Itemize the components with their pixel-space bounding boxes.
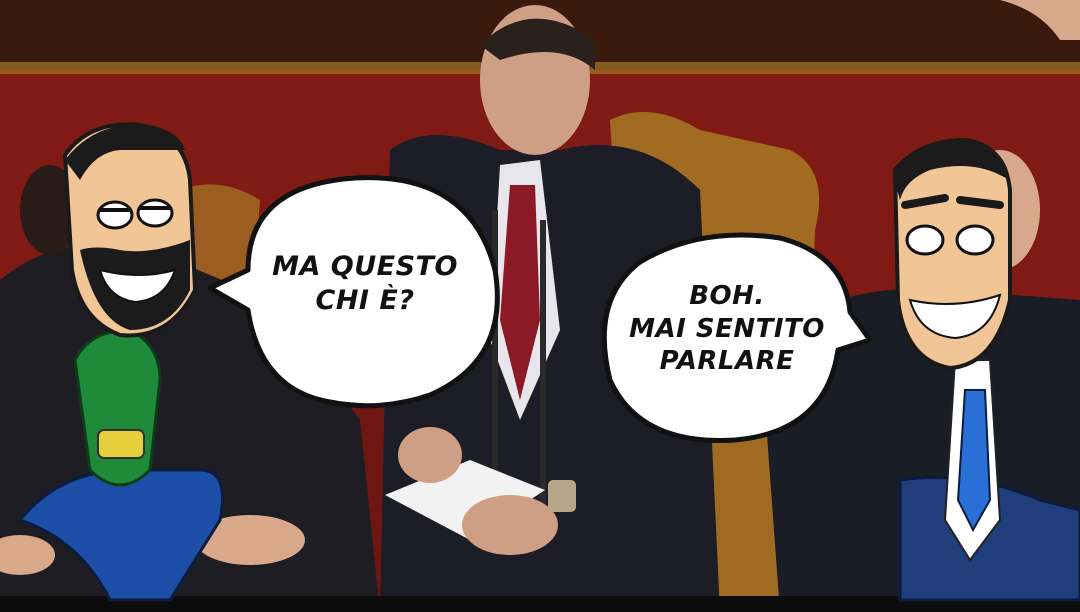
bubble-right-text [612, 280, 842, 378]
cartoon-right-eye-right [957, 226, 993, 254]
bubble-left-line: MA QUESTO [272, 251, 458, 282]
bubble-right-line: PARLARE [659, 346, 795, 376]
cartoon-right-eye-left [907, 226, 943, 254]
wristwatch [548, 480, 576, 512]
bubble-left-text [255, 250, 475, 318]
bubble-left-line: CHI È? [315, 284, 415, 316]
bubble-right-line: MAI SENTITO [629, 313, 825, 344]
cartoon-right-tie [958, 390, 990, 530]
cartoon-left-eye-right [138, 200, 172, 226]
speaker-hand-left [398, 427, 462, 483]
speaker-hand-right [462, 495, 558, 555]
bubble-right-line: BOH. [689, 281, 765, 311]
cartoon-left-tractor-logo [98, 430, 144, 458]
cartoon-left-hoodie [75, 330, 160, 485]
cartoon-left-eye-left [98, 202, 132, 228]
